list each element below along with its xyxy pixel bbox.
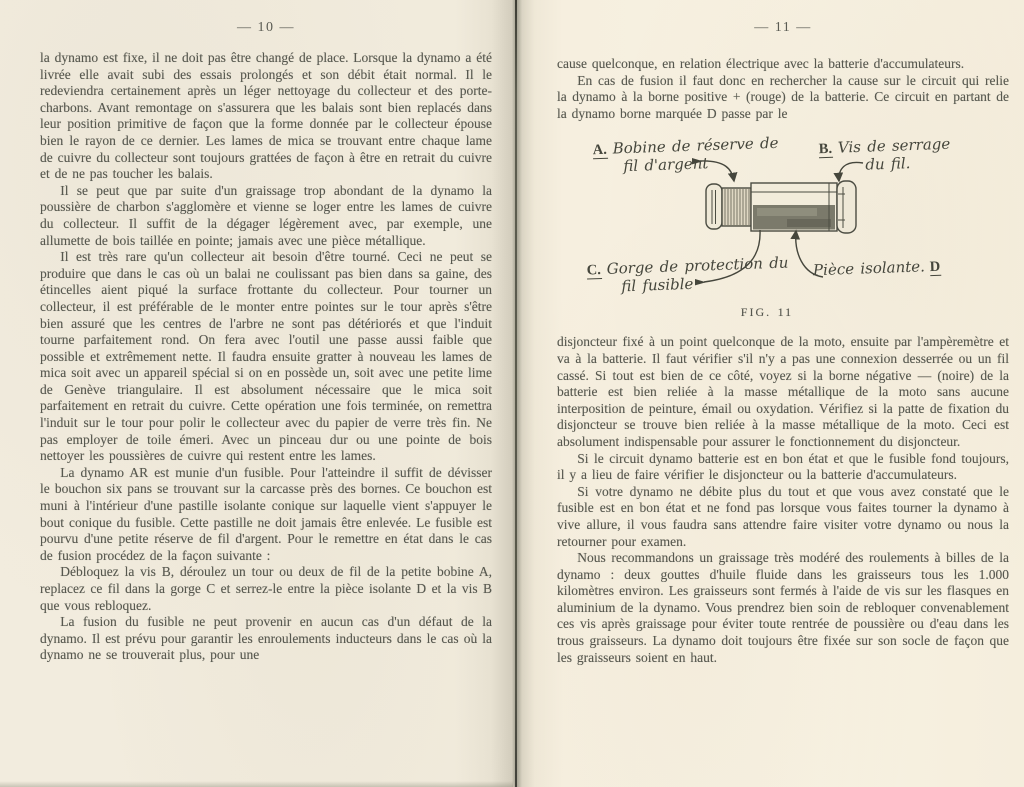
paragraph-right-3: disjoncteur fixé à un point quelconque de la moto, ensuite par l'ampèremètre et va à la batterie. Il faut vérifier s'il n'y a pas une connexion desserrée ou un fil cassé. Si tout est bien de ce côté, voyez si la borne négative — (noire) de la batterie est bien reliée à la masse métallique de la moto sans aucune interposition de peinture, émail ou oxydation. Vérifiez si la patte de fixation du disjoncteur se trouve bien reliée à la masse métallique de la moto. Ceci est absolument indispensable pour assurer le fonctionnement du disjoncteur. [557, 334, 1009, 449]
paragraph-left-5: Débloquez la vis B, déroulez un tour ou deux de fil de la petite bobine A, replacez ce fil dans la gorge C et serrez-le entre la pièce isolante D et la vis B que vous rebloquez. [40, 564, 492, 613]
paragraph-right-2: En cas de fusion il faut donc en rechercher la cause sur le circuit qui relie la dynamo à la borne positive + (rouge) de la batterie. Ce circuit en partant de la dynamo borne marquée D passe par le [557, 72, 1009, 121]
text-column-right [557, 56, 1009, 666]
figure-label-a-line1: Bobine de réserve de [612, 134, 779, 158]
paragraph-left-2: Il se peut que par suite d'un graissage trop abondant de la dynamo la poussière de charbon s'agglomère et vienne se loger entre les lames de cuivre du collecteur. Il suffit de la dégager légèrement avec, par exemple, une allumette de bois taillée en pointe; jamais avec une pièce métallique. [40, 182, 492, 248]
paragraph-left-4: La dynamo AR est munie d'un fusible. Pour l'atteindre il suffit de dévisser le bouchon six pans se trouvant sur la carcasse près des bornes. Ce bouchon est muni à l'intérieur d'une pastille isolante conique sur laquelle vient s'appuyer le bout conique du fusible. Cette pastille ne doit jamais être enlevée. Le fusible est pourvu d'une petite réserve de fil d'argent. Pour le remettre en état dans le cas de fusion procédez de la façon suivante : [40, 464, 492, 563]
paragraph-right-5: Si votre dynamo ne débite plus du tout et que vous avez constaté que le fusible est en bon état et ne fond pas lorsque vous faites tourner la dynamo à vive allure, il vous faudra sans attendre faire visiter votre dynamo ou nous la retourner pour examen. [557, 483, 1009, 549]
figure-label-b-line1: Vis de serrage [837, 135, 951, 158]
paragraph-left-6: La fusion du fusible ne peut provenir en aucun cas d'un défaut de la dynamo. Il est prévu pour garantir les enroulements inducteurs dans le cas où la dynamo ne se trouverait plus, pour une [40, 614, 492, 663]
paragraph-right-4: Si le circuit dynamo batterie est en bon état et que le fusible fond toujours, il y a lieu de faire vérifier le disjoncteur ou la batterie d'accumulateurs. [557, 450, 1009, 483]
figure-label-b-letter: B. [818, 141, 833, 158]
paragraph-left-3: Il est très rare qu'un collecteur ait besoin d'être tourné. Ceci ne peut se produire que dans le cas où un balai ne coulissant pas bien dans sa gaine, des étincelles aient piqué la surface frottante du collecteur. Pour tourner un collecteur, il est préférable de le monter entre pointes sur le tour après s'être bien assuré que les centres de l'arbre ne sont pas détériorés et que l'induit tourne parfaitement rond. On fera avec l'outil une passe aussi faible que possible et extrêmement nette. Il faudra ensuite gratter à nouveau les lames de mica soit avec un appareil spécial si on en possède un, soit avec une petite lime de Genève triangulaire. Il est absolument nécessaire que le mica soit parfaitement en retrait du cuivre. Cette opération une fois terminée, on remettra l'induit sur le tour pour polir le collecteur avec du papier de verre très fin. Ne pas employer de toile émeri. Avec un pinceau dur ou une pointe de bois nettoyer les poussières de cuivre qui restent entre les lames. [40, 249, 492, 464]
fuse-body-drawing [706, 181, 856, 233]
page-right [517, 0, 1024, 787]
figure-label-b [818, 136, 951, 175]
paragraph-left-1: la dynamo est fixe, il ne doit pas être changé de place. Lorsque la dynamo a été livrée elle avait subi des essais prolongés et son débit était normal. Il le redeviendra certainement après un léger nettoyage du collecteur et des porte-charbons. Avant remontage on s'assurera que les balais sont bien replacés dans leur position primitive de façon que la forme donnée par le collecteur épouse bien le rayon de ce dernier. Les lames de mica se trouvant entre chaque lame de cuivre du collecteur sont toujours grattées de façon à être en retrait du cuivre et de ne pas toucher les balais. [40, 50, 492, 182]
figure-label-a-line2: fil d'argent [623, 154, 709, 176]
paragraph-right-6: Nous recommandons un graissage très modéré des roulements à billes de la dynamo : deux gouttes d'huile fluide dans les graisseurs tous les 1.000 kilomètres environ. Les graisseurs sont fermés à l'aide de vis sur les flasques en aluminium de la dynamo. Vous prendrez bien soin de rebloquer convenablement ces vis après graissage pour éviter toute rentrée de poussière ou d'eau dans les trous graisseurs. La dynamo doit toujours être fixée sur son socle de façon que les graisseurs soient en haut. [557, 550, 1009, 665]
page-number-left: — 10 — [237, 20, 295, 35]
page-number-right: — 11 — [754, 20, 812, 35]
figure-label-c-letter: C. [586, 262, 602, 279]
figure-label-d-text: Pièce isolante. [812, 257, 926, 280]
figure-label-c-line1: Gorge de protection du [606, 253, 789, 279]
figure-label-c-line2: fil fusible [621, 274, 694, 296]
figure-label-b-line2: du fil. [864, 154, 911, 174]
text-column-left [40, 50, 492, 664]
figure-label-d-letter: D [929, 259, 941, 276]
figure-fuse-diagram [557, 136, 1009, 332]
paragraph-right-1: cause quelconque, en relation électrique avec la batterie d'accumulateurs. [557, 56, 965, 71]
figure-label-a-letter: A. [592, 142, 608, 159]
figure-label-a [592, 135, 779, 176]
figure-caption: FIG. 11 [740, 305, 794, 320]
